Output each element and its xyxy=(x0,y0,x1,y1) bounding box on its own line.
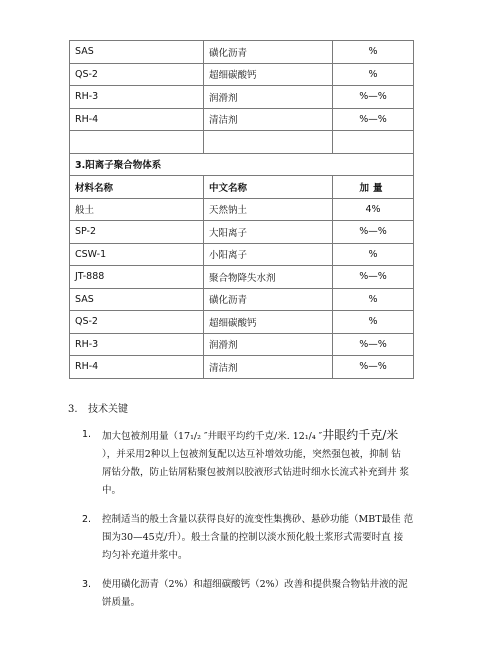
item-line: ），并采用2种以上包被剂复配以达互补增效功能，突然强包被，抑制 钻 xyxy=(102,449,401,460)
item-line: 均匀补充道井浆中。 xyxy=(102,550,188,561)
list-item xyxy=(82,426,428,500)
header-amount: 加量 xyxy=(333,176,414,199)
section-row xyxy=(70,153,414,176)
table-row xyxy=(70,243,414,266)
section-title: 3.阳离子聚合物体系 xyxy=(70,153,414,176)
section-heading xyxy=(68,400,128,415)
item-text: 加大包被剂用量（ xyxy=(102,431,179,442)
amount: %—% xyxy=(333,356,414,379)
amount: % xyxy=(333,288,414,311)
table-row xyxy=(70,86,414,109)
key-points-list xyxy=(82,426,428,623)
item-number: 3. xyxy=(82,579,92,590)
chinese-name: 超细碳酸钙 xyxy=(204,63,333,86)
table-row xyxy=(70,333,414,356)
table-row xyxy=(70,311,414,334)
header-row xyxy=(70,176,414,199)
material-name: QS-2 xyxy=(70,311,204,334)
header-material-name: 材料名称 xyxy=(70,176,204,199)
item-line xyxy=(102,426,428,446)
item-line: 中。 xyxy=(102,485,122,496)
list-item xyxy=(82,576,428,612)
material-name: RH-3 xyxy=(70,86,204,109)
amount: % xyxy=(333,63,414,86)
header-chinese-name: 中文名称 xyxy=(204,176,333,199)
item-line: 屑钻分散，防止钻屑粘聚包被剂以胶液形式钻进时细水长流式补充到井 浆 xyxy=(102,467,410,478)
amount: %—% xyxy=(333,108,414,131)
item-line: 控制适当的般土含量以获得良好的流变性集携砂、悬砂功能（MBT最佳 范 xyxy=(102,514,414,525)
empty-cell xyxy=(204,131,333,154)
table-row xyxy=(70,198,414,221)
table-row xyxy=(70,356,414,379)
item-text: 17₁/₂ ″井眼平均约千克/米. 12₁/₄ ″ xyxy=(178,431,323,442)
chinese-name: 磺化沥青 xyxy=(204,41,333,64)
list-item xyxy=(82,511,428,565)
chinese-name: 聚合物降失水剂 xyxy=(204,266,333,289)
chinese-name: 大阳离子 xyxy=(204,221,333,244)
section-number: 3. xyxy=(68,404,78,415)
material-name: SAS xyxy=(70,288,204,311)
table-row xyxy=(70,221,414,244)
item-number: 1. xyxy=(82,429,92,440)
item-text: 井眼约千克/米 xyxy=(322,428,399,442)
item-line: 围为30—45克/升）。般土含量的控制以淡水预化般土浆形式需要时直 接 xyxy=(102,532,404,543)
item-line: 使用磺化沥青（2%）和超细碳酸钙（2%）改善和提供聚合物钻井液的泥 xyxy=(102,579,408,590)
chinese-name: 润滑剂 xyxy=(204,86,333,109)
material-name: QS-2 xyxy=(70,63,204,86)
amount: % xyxy=(333,311,414,334)
material-name: RH-4 xyxy=(70,356,204,379)
table-row xyxy=(70,63,414,86)
empty-cell xyxy=(333,131,414,154)
material-name: RH-4 xyxy=(70,108,204,131)
table-row xyxy=(70,108,414,131)
table-row xyxy=(70,41,414,64)
material-name: SP-2 xyxy=(70,221,204,244)
amount: 4% xyxy=(333,198,414,221)
chinese-name: 磺化沥青 xyxy=(204,288,333,311)
empty-row xyxy=(70,131,414,154)
chinese-name: 超细碳酸钙 xyxy=(204,311,333,334)
chinese-name: 润滑剂 xyxy=(204,333,333,356)
material-name: 般土 xyxy=(70,198,204,221)
chinese-name: 天然钠土 xyxy=(204,198,333,221)
material-name: RH-3 xyxy=(70,333,204,356)
material-name: JT-888 xyxy=(70,266,204,289)
item-line: 饼质量。 xyxy=(102,597,141,608)
empty-cell xyxy=(70,131,204,154)
amount: % xyxy=(333,41,414,64)
materials-table xyxy=(69,40,414,379)
table-row xyxy=(70,266,414,289)
item-number: 2. xyxy=(82,514,92,525)
chinese-name: 小阳离子 xyxy=(204,243,333,266)
amount: %—% xyxy=(333,221,414,244)
amount: % xyxy=(333,243,414,266)
chinese-name: 清洁剂 xyxy=(204,108,333,131)
material-name: CSW-1 xyxy=(70,243,204,266)
chinese-name: 清洁剂 xyxy=(204,356,333,379)
amount: %—% xyxy=(333,86,414,109)
section-heading-text: 技术关键 xyxy=(88,404,128,415)
material-name: SAS xyxy=(70,41,204,64)
table-row xyxy=(70,288,414,311)
amount: %—% xyxy=(333,266,414,289)
amount: %—% xyxy=(333,333,414,356)
